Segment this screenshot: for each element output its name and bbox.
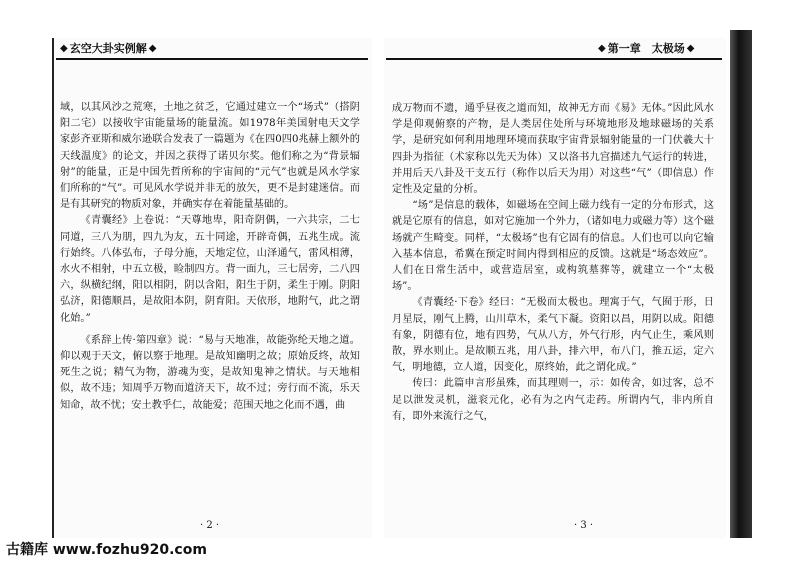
- watermark-url: www.fozhu920.com: [52, 542, 207, 558]
- left-header-title: 玄空大卦实例解: [69, 42, 147, 55]
- right-page-number: · 3 ·: [574, 520, 594, 531]
- left-running-header: [60, 40, 156, 56]
- paragraph: 域，以其风沙之荒寒，土地之贫乏，它通过建立一个“场式”（搭阴阳二宅）以接收宇宙能量场的能量流。如1978年美国射电天文学家彭齐亚斯和威尔逊联合发表了一篇题为《在四0四0兆赫上额外的天线温度》的论文，并因之获得了诺贝尔奖。他们称之为“背景辐射”的能量，正是中国先哲所称的宇宙间的“元气”也就是风水学家们所称的“气”。可见风水学说并非无的放矢，更不是封建迷信。而是有其研究的物质对象，并确实存在着能量基础的。: [60, 102, 360, 211]
- paragraph: 《系辞上传·第四章》说：“易与天地准，故能弥纶天地之道。仰以观于天文，俯以察于地理。是故知幽明之故；原始反终，故知死生之说；精气为物，游魂为变，是故知鬼神之情状。与天地相似，故不违；知周乎万物而道济天下，故不过；旁行而不流，乐天知命，故不忧；安土教乎仁，故能爱；范围天地之化而不遇，曲: [60, 334, 360, 411]
- watermark-site-name: 古籍库: [6, 542, 48, 558]
- right-header-title: 第一章 太极场: [607, 42, 685, 55]
- watermark-footer: [6, 539, 207, 559]
- paragraph: 《青囊经·下卷》经曰：“无极而太极也。理寓于气，气囿于形，日月星辰，刚气上腾，山川草木，柔气下凝。资阳以昌，用阴以成。阳德有象，阴德有位，地有四势，气从八方，外气行形，内气止生，乘风则散，界水则止。是故顺五兆，用八卦，排六甲，布八门，推五运，定六气，明地德，立人道，因变化，原终始，此之谓化成。”: [392, 297, 714, 374]
- left-body-text: [60, 100, 360, 414]
- left-page-number: · 2 ·: [200, 520, 220, 531]
- paragraph: 成万物而不遗，通乎昼夜之道而知，故神无方而《易》无体。”因此风水学是仰观俯察的产物，是人类居住处所与环境地形及地球磁场的关系学，是研究如何利用地理环境而获取宇宙背景辐射能量的一门伏羲大十四卦为指征（术家称以先天为体）又以洛书九宫描述九气运行的转进，并用后天八卦及干支五行（称作以后天为用）对这些“气”（即信息）作定性及定量的分析。: [392, 103, 714, 196]
- right-header-rule: [386, 58, 722, 60]
- diamond-icon: ◆: [60, 42, 68, 54]
- left-header-rule: [56, 58, 368, 60]
- diamond-icon: ◆: [598, 42, 606, 54]
- right-body-text: [392, 101, 714, 425]
- diamond-icon: ◆: [148, 42, 157, 54]
- paragraph: 《青囊经》上卷说：“天尊地卑，阳奇阴偶，一六共宗，二七同道，三八为朋，四九为友，五十同途，开辟奇偶，五兆生成。流行始终。八体弘布，子母分施，天地定位，山泽通气，雷风相薄，水火不相射，中五立极，睑制四方。背一面九，三七居旁，二八四六，纵横纪纲，阳以相阴，阴以含阳，阳生于阴，柔生于刚。阴阳弘济，阳德顺昌，是故阳本阴，阴育阳。天依形，地附气，此之谓化始。”: [60, 215, 360, 324]
- paragraph: 传曰：此篇申言形虽殊，而其理则一，示：如传舍，如过客，总不足以泄发灵机，滋衮元化，必有为之内气走药。所谓内气，非内所自有，即外来流行之气，: [392, 378, 714, 422]
- diamond-icon: ◆: [686, 42, 695, 54]
- paragraph: “场”是信息的载体，如磁场在空间上磁力线有一定的分布形式，这就是它原有的信息，如对它施加一个外力，（诸如电力或磁力等）这个磁场就产生畸变。同样，“太极场”也有它固有的信息。人们也可以向它输入基本信息，希冀在预定时间内得到相应的反馈。这就是“场态效应”。人们在日常生活中，或营造居室，或构筑墓葬等，就建立一个“太极场”。: [392, 200, 714, 293]
- right-running-header: [598, 40, 694, 56]
- book-binding-shadow: [730, 30, 752, 538]
